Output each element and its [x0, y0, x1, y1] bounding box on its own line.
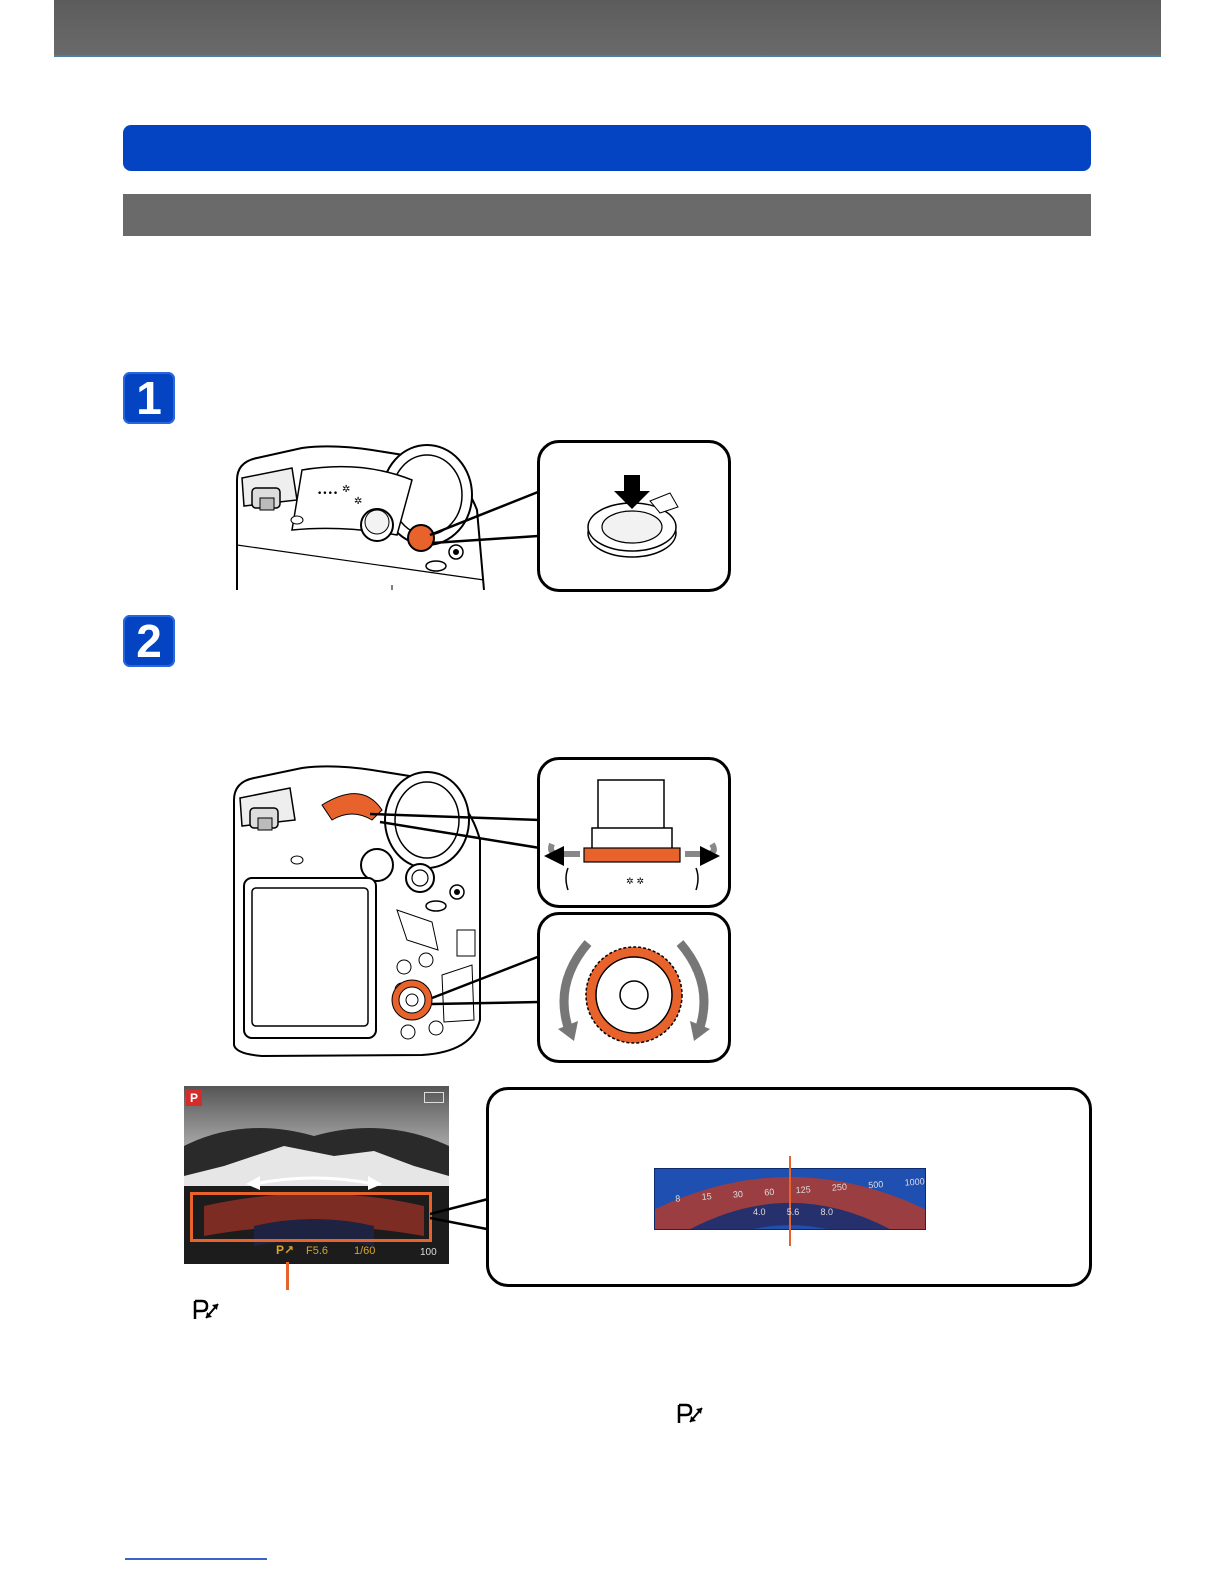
- control-ring-rotate-icon: [540, 760, 728, 905]
- scale-tick: 250: [831, 1181, 848, 1193]
- scale-tick: 5.6: [786, 1207, 800, 1217]
- battery-icon: [424, 1092, 444, 1103]
- aperture-scale-labels: [753, 1207, 833, 1217]
- svg-text:••••: ••••: [317, 489, 339, 499]
- svg-text:✲ ✲: ✲ ✲: [626, 877, 644, 887]
- footer-link-underline[interactable]: [125, 1558, 267, 1560]
- scale-tick: 30: [732, 1189, 744, 1200]
- aperture-marker-line: [789, 1224, 791, 1246]
- shutter-marker-line: [789, 1156, 791, 1172]
- control-dial-rotate-icon: [540, 915, 728, 1060]
- shutter-button-callout: [537, 440, 731, 592]
- exposure-meter-callout: [486, 1087, 1092, 1287]
- pointer-line: [286, 1262, 289, 1290]
- scale-tick: 60: [763, 1186, 775, 1198]
- svg-text:✲: ✲: [342, 484, 351, 495]
- callout-connector-1: [420, 440, 545, 560]
- scale-tick: 15: [701, 1191, 712, 1202]
- lcd-iso-value: 100: [420, 1247, 437, 1258]
- svg-text:✲: ✲: [354, 496, 363, 507]
- step-2-badge: 2: [123, 615, 175, 667]
- control-dial-callout: [537, 912, 731, 1063]
- scale-tick: 500: [867, 1179, 884, 1191]
- control-ring-callout: [537, 757, 731, 908]
- scale-tick: 1000: [904, 1176, 925, 1188]
- scale-tick: 8.0: [820, 1207, 833, 1217]
- lcd-shutter-value: 1/60: [354, 1245, 376, 1257]
- shutter-press-icon: [540, 443, 728, 589]
- double-arrow-icon: [244, 1170, 384, 1194]
- top-header-bar: [54, 0, 1161, 57]
- exposure-meter-scale: [654, 1168, 926, 1230]
- lcd-screen-preview: [184, 1086, 449, 1264]
- subsection-title-bar: [123, 194, 1091, 236]
- lcd-shift-indicator: P↗: [276, 1243, 295, 1257]
- lcd-aperture-value: F5.6: [306, 1245, 329, 1257]
- step-1-badge: 1: [123, 372, 175, 424]
- scale-tick: 4.0: [753, 1207, 766, 1217]
- section-title-bar: [123, 125, 1091, 171]
- lcd-mode-badge: P: [186, 1090, 202, 1106]
- scale-tick: 8: [674, 1193, 681, 1204]
- exposure-meter-highlight: [190, 1192, 432, 1242]
- program-shift-icon-inline: [676, 1400, 704, 1426]
- callout-connector-2: [370, 790, 545, 1050]
- scale-tick: 125: [795, 1184, 811, 1196]
- program-shift-icon: [192, 1296, 220, 1322]
